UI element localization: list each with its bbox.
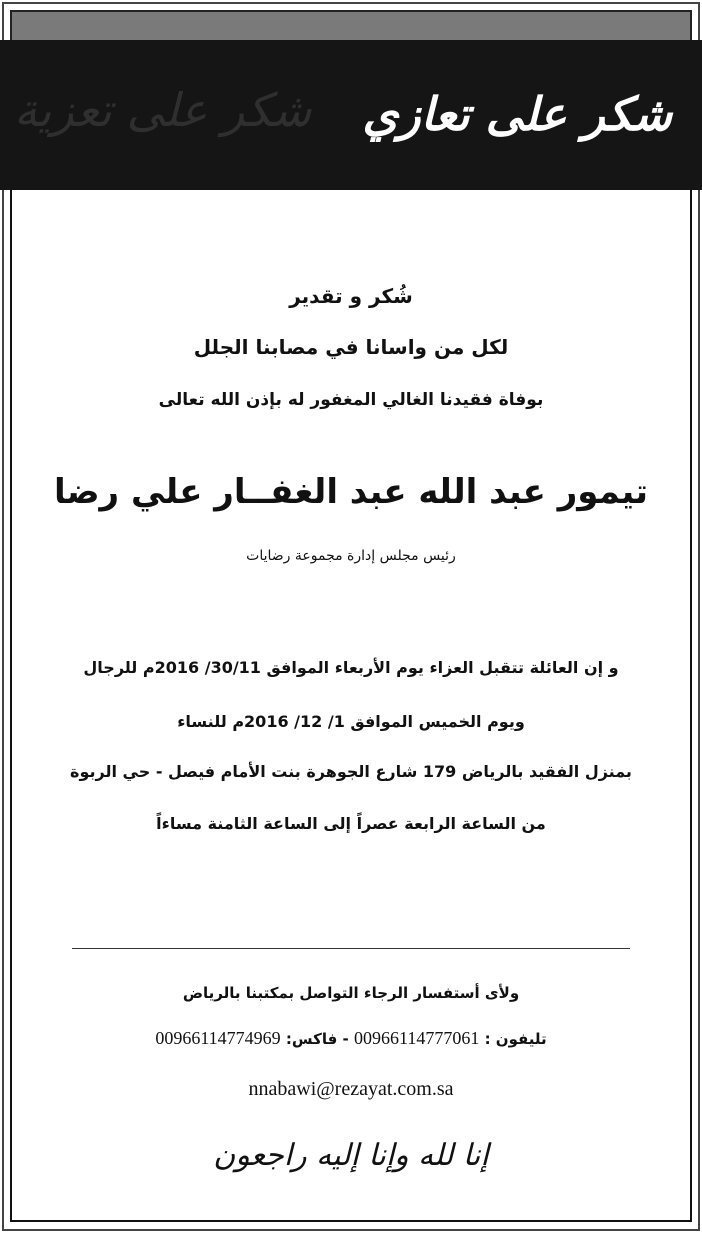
header-calligraphy-title: شكر على تعازي (362, 87, 672, 141)
condolence-men: و إن العائلة تتقبل العزاء يوم الأربعاء الموافق 30/11/ 2016م للرجال (83, 658, 619, 677)
thanks-line: لكل من واسانا في مصابنا الجلل (193, 335, 509, 359)
deceased-intro: بوفاة فقيدنا الغالي المغفور له بإذن الله تعالى (158, 390, 544, 410)
deceased-position: رئيس مجلس إدارة مجموعة رضايات (246, 548, 456, 564)
email: nnabawi@rezayat.com.sa (248, 1078, 454, 1100)
header-banner (0, 40, 702, 190)
condolence-address: بمنزل الفقيد بالرياض 179 شارع الجوهرة بنت الأمام فيصل - حي الربوة (70, 762, 632, 781)
separator: - (342, 1030, 349, 1048)
divider (72, 948, 630, 949)
phone-number: 00966114777061 (353, 1028, 480, 1048)
condolence-women: ويوم الخميس الموافق 1/ 12/ 2016م للنساء (177, 712, 525, 731)
header-top-strip (10, 10, 692, 42)
thanks-heading: شُكر و تقدير (289, 284, 413, 308)
phone-label: تليفون : (484, 1030, 547, 1048)
header-watermark: شكر على تعزية (14, 83, 312, 137)
fax-label: فاكس: (285, 1030, 338, 1048)
fax-number: 00966114774969 (155, 1028, 281, 1048)
inquiry-text: ولأى أستفسار الرجاء التواصل بمكتبنا بالرياض (182, 984, 520, 1002)
condolence-hours: من الساعة الرابعة عصراً إلى الساعة الثامنة مساءاً (156, 814, 546, 833)
phone-fax-line (0, 1028, 702, 1049)
deceased-name: تيمور عبد الله عبد الغفــار علي رضا (53, 472, 649, 512)
verse-calligraphy: إنا لله وإنا إليه راجعون (213, 1138, 489, 1173)
